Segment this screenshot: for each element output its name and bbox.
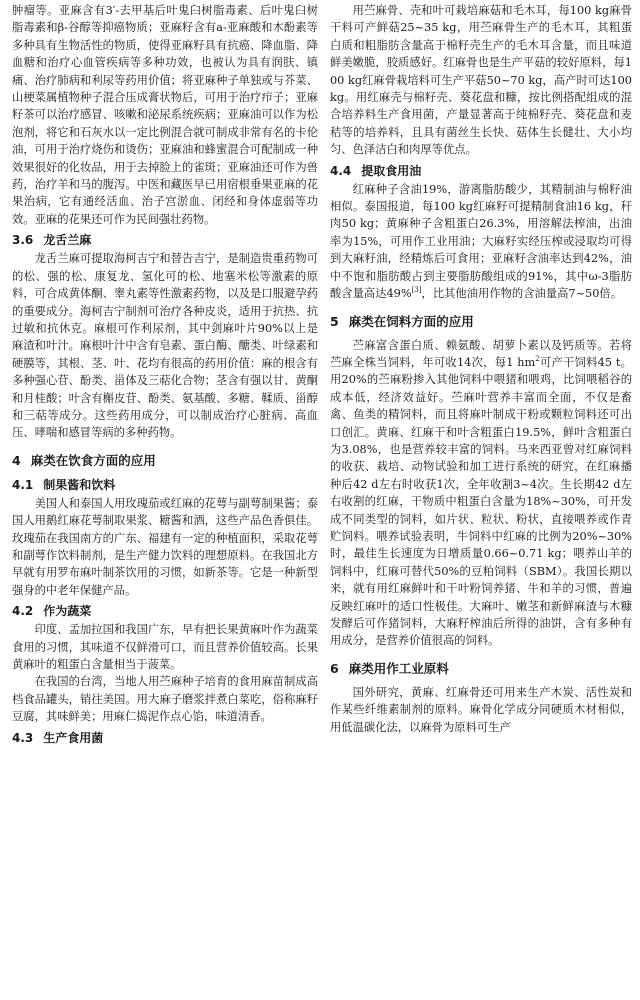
section-title: 麻类在饮食方面的应用	[30, 452, 156, 468]
section-heading-4-2	[12, 602, 318, 620]
section-title: 龙舌兰麻	[43, 233, 92, 248]
section-number: 4.2	[12, 604, 34, 619]
paragraph-4-2a: 印度、孟加拉国和我国广东，早有把长果黄麻叶作为蔬菜食用的习惯，其味道不仅鲜滑可口，而且营养价值较高。长果黄麻叶的粗蛋白含量相当于菠菜。	[12, 623, 318, 671]
paragraph-4-1: 美国人和泰国人用玫瑰茄或红麻的花萼与副萼制果酱；泰国人用鹅红麻花萼制取果浆、糖酱和酒，这些产品色香俱佳。玫瑰茄在我国南方的广东、福建有一定的种植面积，采取花萼和副萼作饮料制剂，是生产健力饮料的理想原料。在我国北方早就有用罗布麻叶制茶饮用的习惯，如新茶等。它是一种新型强身的中老年保健产品。	[12, 496, 318, 597]
section-number: 6	[330, 660, 339, 676]
section-heading-4-3	[12, 729, 318, 747]
paragraph-text: ，比其他油用作物的含油量高7~50倍。	[421, 287, 623, 301]
paragraph-4-2b: 在我国的台湾，当地人用苎麻种子培育的食用麻苗制成高档食品罐头，销往美国。用大麻子磨浆拌煮白菜吃，俗称麻籽豆腐，其味鲜美；用麻仁捣泥作点心馅，味道清香。	[12, 675, 318, 724]
section-heading-4-1	[12, 476, 318, 494]
section-title: 制果酱和饮料	[43, 477, 116, 492]
section-title: 生产食用菌	[43, 730, 104, 745]
paragraph-intro: 肿瘤等。亚麻含有3′-去甲基后叶鬼臼树脂毒素、后叶鬼臼树脂毒素和β-谷醇等抑癌物质；亚麻籽含有a-亚麻酸和木酚素等多种具有生物活性的物质，使得亚麻籽具有抗癌、降血脂、降血糖和治疗心血管疾病等多种功效，也被认为具有润肤、镇痛、治疗肺病和利尿等药用价值；将亚麻种子单独或与芥菜、山梗菜属植物种子混合压成膏状物后，可用于治疗疖子；亚麻籽茶可以治疗感冒、咳嗽和泌尿系统疾病；亚麻油可以作为松泡剂，将它和石灰水以一定比例混合就可制成非常有名的卡伦油，可用于治疗烧伤和烫伤；亚麻油和蜂蜜混合可配制成一种效果很好的化妆品，用于去掉脸上的雀斑；亚麻油还可作为兽药，治疗羊和马的腹泻。中医和藏医早已用宿根垂果亚麻的花果治病，它有通经活血、治子宫淤血、闭经和身体虚弱等功效。亚麻的花果还可作为民间强壮药物。	[12, 4, 318, 226]
section-number: 4.1	[12, 477, 34, 492]
section-heading-4	[12, 451, 318, 470]
left-column	[12, 2, 318, 1000]
paragraph-4-4	[330, 181, 632, 303]
section-number: 4	[12, 452, 21, 468]
section-heading-5	[330, 312, 632, 331]
section-number: 4.3	[12, 730, 34, 745]
section-title: 作为蔬菜	[43, 604, 92, 619]
section-title: 麻类在饲料方面的应用	[348, 313, 474, 329]
section-number: 5	[330, 313, 339, 329]
paragraph-3-6: 龙舌兰麻可提取海柯吉宁和替告吉宁，是制造贵重药物可的松、强的松、康复龙、氢化可的松、地塞米松等激素的原料，可合成黄体酮、睾丸素等性激素药物，以及是口服避孕药的重要成分。海柯吉宁制剂可治疗各种皮炎，适用于抗热、抗过敏和抗休克。麻根可作利尿剂，其中剑麻叶片90%以上是麻渣和叶汁。麻根叶汁中含有皂素、蛋白酶、醣类、叶绿素和硬膜等，其根、茎、叶、花均有很高的药用价值：麻的根含有多种强心苷、酚类、甾体及三萜化合物；茎含有强以甘、黄酮和月桂酸；叶含有槲皮苷、酚类、氨基酸、多糖、鞣质、甾醇和三萜等成分。这些药用成分，可以制成治疗心脏病、高血压、哮喘和感冒等病的多种药物。	[12, 252, 318, 440]
section-heading-6	[330, 659, 632, 678]
paragraph-text: 红麻种子含油19%，游离脂肪酸少，其精制油与棉籽油相似。泰国报道，每100 kg红麻籽可提精制食油16 kg，秆肉50 kg；黄麻种子含粗蛋白26.3%，用溶解法榨油，出油率为15%，可用作工业用油；大麻籽实经压榨或浸取均可得到大麻籽油，经精炼后可食用；亚麻籽含油率达到42%，油中不饱和脂肪酸占到主要脂肪酸组成的91%，其中ω-3脂肪酸含量高达49%	[330, 182, 632, 301]
section-heading-3-6	[12, 231, 318, 249]
paragraph-6: 国外研究，黄麻、红麻骨还可用来生产木炭、活性炭和作某些纤维素制剂的原料。麻骨化学成分同硬质木材相似，用低温碳化法，以麻骨为原料可生产	[330, 685, 632, 734]
section-title: 麻类用作工业原料	[348, 660, 449, 676]
paragraph-text: 苎麻富含蛋白质、赖氨酸、胡萝卜素以及钙质等。若将苎麻全株当饲料，年可收14次，每1 hm	[330, 338, 632, 369]
paragraph-5	[330, 337, 632, 650]
section-number: 4.4	[330, 163, 352, 178]
section-heading-4-4	[330, 162, 632, 180]
section-title: 提取食用油	[361, 163, 422, 178]
section-number: 3.6	[12, 233, 34, 248]
reference-marker: [3]	[411, 286, 422, 295]
paragraph-text: 可产干饲料45 t。用20%的苎麻粉掺入其他饲料中喂猪和喂鸡，比饲喂稻谷的成本低，经济效益好。苎麻叶营养丰富而全面，不仅是畜禽、鱼类的精饲料，而且将麻叶制成干粉或颗粒饲料还可出口创汇。黄麻、红麻干和叶含粗蛋白19.5%，鲜叶含粗蛋白为3.08%，也是营养较丰富的饲料。马来西亚曾对红麻饲料的收获、栽培、动物试验和加工进行系统的研究，在红麻播种后42 d左右时收获1次，全年收割3~4次。生长期42 d左右收割的红麻，干物质中粗蛋白含量为18%~30%，可开发成不同类型的饲料，如片状、粒状、粉状，直接喂养或作青贮饲料。喂养试验表明，牛饲料中红麻的比例为20%~30%时，最佳生长速度为日增质量0.66~0.71 kg；喂养山羊的饲料中，红麻可替代50%的豆粕饲料（SBM）。我国长期以来，就有用红麻鲜叶和干叶粉饲养猪、牛和羊的习惯，普遍反映红麻叶的适口性极佳。大麻叶、嫩茎和新鲜麻渣与木糠发酵后可作猪饲料，大麻籽榨油后所得的油饼，含有多种有用成分，是营养价值很高的饲料。	[330, 355, 632, 648]
paragraph-4-3: 用苎麻骨、壳和叶可栽培麻菇和毛木耳，每100 kg麻骨干料可产鲜菇25~35 kg，用苎麻骨生产的毛木耳，其粗蛋白质和粗脂肪含量高于棉籽壳生产的毛木耳含量，而且味道鲜美嫩脆，胶质感好。红麻骨也是生产平菇的较好原料，每100 kg红麻骨栽培料可生产平菇50~70 kg，高产时可达100 kg。用红麻壳与棉籽壳、葵花盘和糠，按比例搭配组成的混合培养料生产食用菌，产量显著高于纯棉籽壳、葵花盘和麦秸等的培养料，且具有菌丝生长快、菇体生长健壮、大小均匀、色泽洁白和肉厚等优点。	[330, 4, 632, 157]
unit-superscript: 2	[535, 355, 540, 364]
right-column	[330, 2, 632, 1000]
